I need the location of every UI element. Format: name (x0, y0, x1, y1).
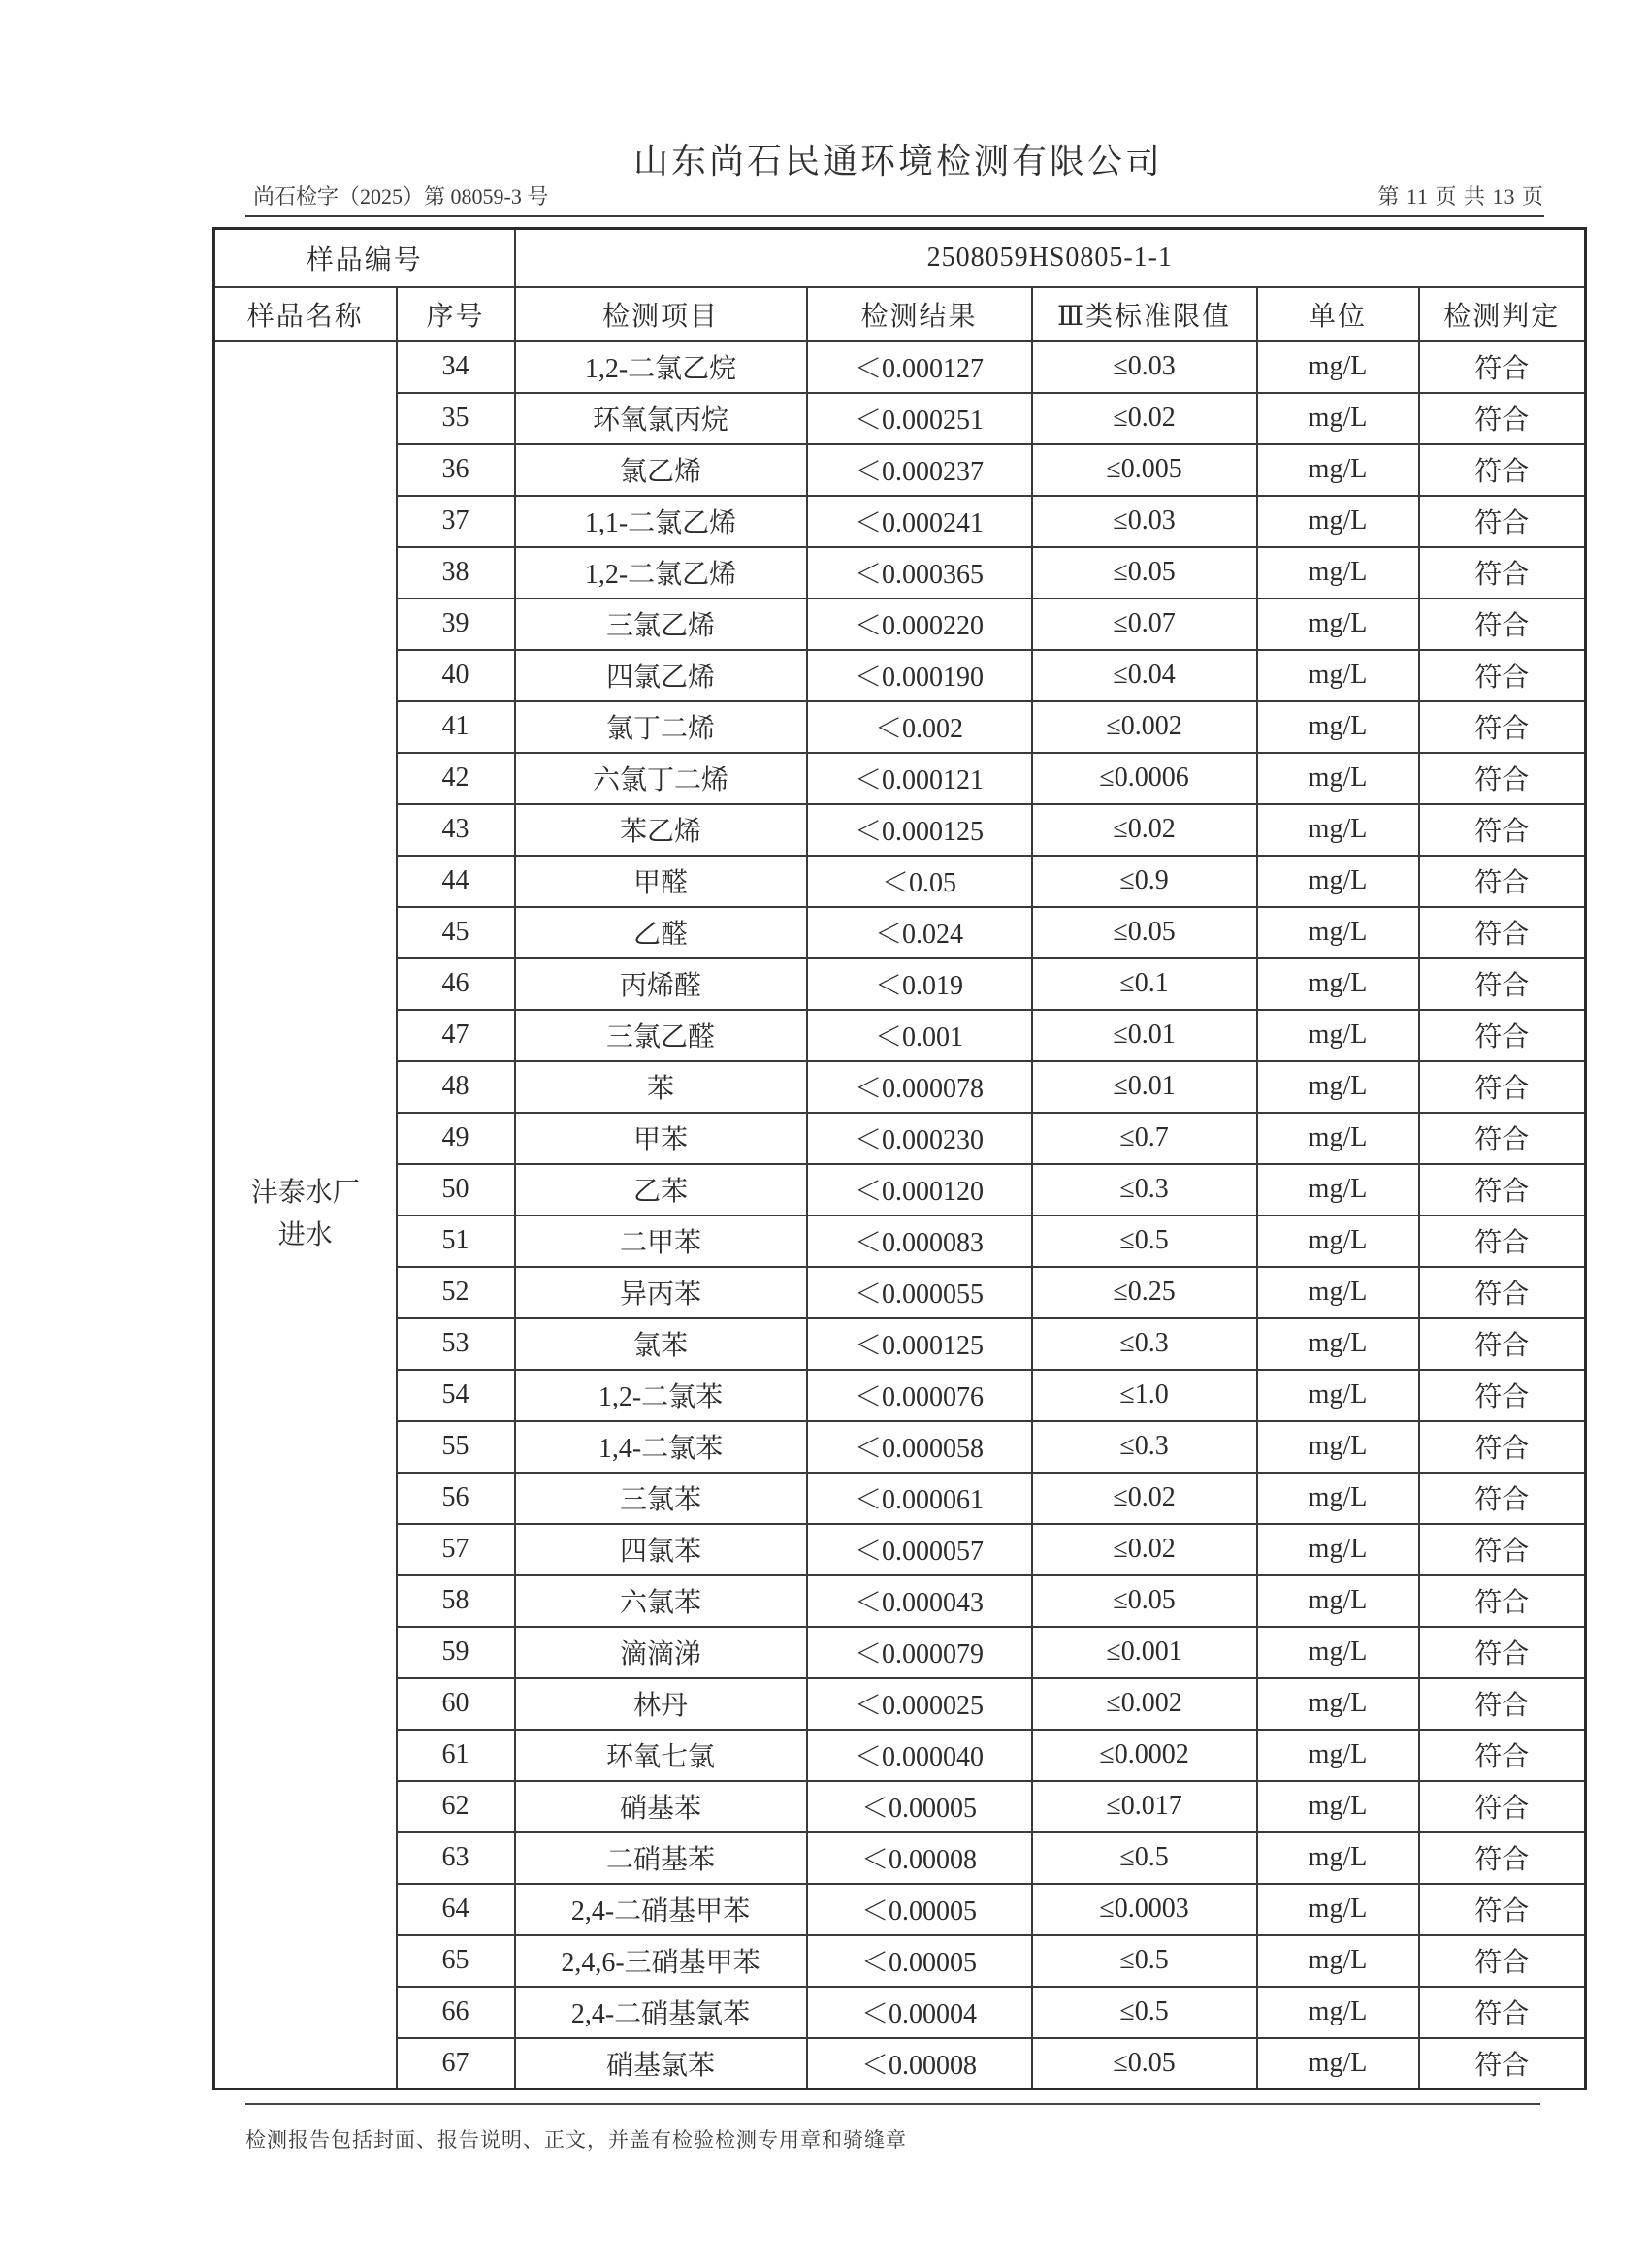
cell-item: 乙醛 (515, 907, 807, 958)
cell-verdict: 符合 (1419, 1061, 1586, 1113)
sample-number-row (214, 229, 1586, 287)
cell-item: 2,4-二硝基甲苯 (515, 1884, 807, 1935)
cell-verdict: 符合 (1419, 1987, 1586, 2038)
cell-limit: ≤0.017 (1032, 1781, 1257, 1832)
cell-unit: mg/L (1257, 444, 1419, 496)
cell-item: 环氧氯丙烷 (515, 393, 807, 444)
cell-result: ＜0.000040 (807, 1730, 1032, 1781)
cell-no: 59 (397, 1627, 515, 1678)
cell-item: 异丙苯 (515, 1267, 807, 1318)
header-result: 检测结果 (807, 287, 1032, 341)
cell-unit: mg/L (1257, 341, 1419, 393)
cell-result: ＜0.000251 (807, 393, 1032, 444)
header-divider (245, 215, 1544, 217)
cell-result: ＜0.000230 (807, 1113, 1032, 1164)
cell-item: 四氯苯 (515, 1524, 807, 1575)
table-row (214, 907, 1586, 958)
cell-unit: mg/L (1257, 547, 1419, 599)
header-limit: Ⅲ类标准限值 (1032, 287, 1257, 341)
table-row (214, 1935, 1586, 1987)
cell-result: ＜0.000241 (807, 496, 1032, 547)
cell-result: ＜0.05 (807, 856, 1032, 907)
cell-result: ＜0.000079 (807, 1627, 1032, 1678)
cell-limit: ≤0.03 (1032, 496, 1257, 547)
cell-no: 66 (397, 1987, 515, 2038)
cell-limit: ≤0.005 (1032, 444, 1257, 496)
cell-no: 61 (397, 1730, 515, 1781)
cell-verdict: 符合 (1419, 1164, 1586, 1215)
cell-limit: ≤0.3 (1032, 1421, 1257, 1473)
table-row (214, 1832, 1586, 1884)
cell-item: 1,4-二氯苯 (515, 1421, 807, 1473)
cell-no: 35 (397, 393, 515, 444)
cell-item: 丙烯醛 (515, 958, 807, 1010)
cell-no: 47 (397, 1010, 515, 1061)
cell-no: 57 (397, 1524, 515, 1575)
cell-limit: ≤0.05 (1032, 907, 1257, 958)
cell-limit: ≤0.7 (1032, 1113, 1257, 1164)
cell-unit: mg/L (1257, 650, 1419, 701)
cell-no: 62 (397, 1781, 515, 1832)
cell-unit: mg/L (1257, 1987, 1419, 2038)
cell-limit: ≤0.9 (1032, 856, 1257, 907)
table-row (214, 804, 1586, 856)
cell-no: 44 (397, 856, 515, 907)
footer-divider (245, 2103, 1540, 2105)
cell-item: 1,2-二氯苯 (515, 1370, 807, 1421)
cell-verdict: 符合 (1419, 1678, 1586, 1730)
table-row (214, 1370, 1586, 1421)
cell-limit: ≤0.01 (1032, 1061, 1257, 1113)
cell-limit: ≤0.02 (1032, 393, 1257, 444)
cell-unit: mg/L (1257, 1678, 1419, 1730)
results-table (212, 227, 1587, 2090)
cell-limit: ≤0.3 (1032, 1318, 1257, 1370)
table-row (214, 1061, 1586, 1113)
sample-number-label: 样品编号 (214, 229, 515, 287)
cell-verdict: 符合 (1419, 599, 1586, 650)
cell-limit: ≤0.04 (1032, 650, 1257, 701)
cell-verdict: 符合 (1419, 1575, 1586, 1627)
cell-no: 37 (397, 496, 515, 547)
cell-result: ＜0.000237 (807, 444, 1032, 496)
cell-verdict: 符合 (1419, 1267, 1586, 1318)
cell-unit: mg/L (1257, 753, 1419, 804)
cell-verdict: 符合 (1419, 496, 1586, 547)
cell-no: 36 (397, 444, 515, 496)
cell-no: 50 (397, 1164, 515, 1215)
cell-item: 1,2-二氯乙烯 (515, 547, 807, 599)
table-row (214, 341, 1586, 393)
table-row (214, 650, 1586, 701)
cell-unit: mg/L (1257, 599, 1419, 650)
cell-limit: ≤0.01 (1032, 1010, 1257, 1061)
table-row (214, 1267, 1586, 1318)
cell-limit: ≤0.0002 (1032, 1730, 1257, 1781)
company-title: 山东尚石民通环境检测有限公司 (632, 142, 1163, 180)
cell-verdict: 符合 (1419, 341, 1586, 393)
cell-unit: mg/L (1257, 804, 1419, 856)
cell-result: ＜0.00004 (807, 1987, 1032, 2038)
table-row (214, 1987, 1586, 2038)
cell-result: ＜0.000127 (807, 341, 1032, 393)
table-row (214, 1678, 1586, 1730)
cell-result: ＜0.000076 (807, 1370, 1032, 1421)
cell-limit: ≤0.5 (1032, 1935, 1257, 1987)
cell-no: 53 (397, 1318, 515, 1370)
cell-unit: mg/L (1257, 1061, 1419, 1113)
cell-verdict: 符合 (1419, 856, 1586, 907)
cell-verdict: 符合 (1419, 804, 1586, 856)
table-row (214, 1884, 1586, 1935)
cell-verdict: 符合 (1419, 444, 1586, 496)
cell-verdict: 符合 (1419, 1781, 1586, 1832)
cell-no: 49 (397, 1113, 515, 1164)
cell-unit: mg/L (1257, 1267, 1419, 1318)
cell-limit: ≤0.5 (1032, 1832, 1257, 1884)
header-no: 序号 (397, 287, 515, 341)
cell-result: ＜0.000121 (807, 753, 1032, 804)
cell-no: 46 (397, 958, 515, 1010)
cell-no: 67 (397, 2038, 515, 2090)
cell-unit: mg/L (1257, 1473, 1419, 1524)
cell-unit: mg/L (1257, 1935, 1419, 1987)
header-item: 检测项目 (515, 287, 807, 341)
cell-verdict: 符合 (1419, 1421, 1586, 1473)
cell-unit: mg/L (1257, 1164, 1419, 1215)
cell-item: 1,1-二氯乙烯 (515, 496, 807, 547)
cell-limit: ≤0.05 (1032, 2038, 1257, 2090)
sample-number-value: 2508059HS0805-1-1 (515, 229, 1586, 287)
cell-result: ＜0.00005 (807, 1935, 1032, 1987)
cell-verdict: 符合 (1419, 1935, 1586, 1987)
cell-verdict: 符合 (1419, 1370, 1586, 1421)
cell-limit: ≤0.0003 (1032, 1884, 1257, 1935)
cell-result: ＜0.00008 (807, 2038, 1032, 2090)
cell-limit: ≤0.25 (1032, 1267, 1257, 1318)
table-row (214, 1215, 1586, 1267)
cell-verdict: 符合 (1419, 393, 1586, 444)
cell-item: 氯苯 (515, 1318, 807, 1370)
cell-no: 60 (397, 1678, 515, 1730)
cell-verdict: 符合 (1419, 1473, 1586, 1524)
cell-unit: mg/L (1257, 958, 1419, 1010)
cell-unit: mg/L (1257, 393, 1419, 444)
table-row (214, 2038, 1586, 2090)
cell-verdict: 符合 (1419, 2038, 1586, 2090)
cell-result: ＜0.000190 (807, 650, 1032, 701)
cell-verdict: 符合 (1419, 1215, 1586, 1267)
cell-item: 三氯苯 (515, 1473, 807, 1524)
cell-no: 34 (397, 341, 515, 393)
cell-no: 56 (397, 1473, 515, 1524)
cell-result: ＜0.000125 (807, 1318, 1032, 1370)
table-row (214, 1627, 1586, 1678)
table-row (214, 547, 1586, 599)
cell-item: 滴滴涕 (515, 1627, 807, 1678)
cell-no: 63 (397, 1832, 515, 1884)
cell-limit: ≤0.5 (1032, 1215, 1257, 1267)
cell-item: 2,4,6-三硝基甲苯 (515, 1935, 807, 1987)
cell-no: 39 (397, 599, 515, 650)
cell-item: 甲醛 (515, 856, 807, 907)
cell-result: ＜0.000061 (807, 1473, 1032, 1524)
cell-unit: mg/L (1257, 1832, 1419, 1884)
cell-item: 环氧七氯 (515, 1730, 807, 1781)
cell-unit: mg/L (1257, 1781, 1419, 1832)
table-row (214, 958, 1586, 1010)
cell-unit: mg/L (1257, 1730, 1419, 1781)
cell-result: ＜0.000043 (807, 1575, 1032, 1627)
table-row (214, 1730, 1586, 1781)
cell-unit: mg/L (1257, 1575, 1419, 1627)
cell-limit: ≤0.0006 (1032, 753, 1257, 804)
cell-item: 二硝基苯 (515, 1832, 807, 1884)
cell-result: ＜0.024 (807, 907, 1032, 958)
cell-unit: mg/L (1257, 1421, 1419, 1473)
cell-limit: ≤0.002 (1032, 701, 1257, 753)
cell-no: 40 (397, 650, 515, 701)
cell-item: 氯乙烯 (515, 444, 807, 496)
cell-item: 甲苯 (515, 1113, 807, 1164)
header-sample-name: 样品名称 (214, 287, 397, 341)
sample-name-line: 进水 (277, 1220, 333, 1251)
cell-verdict: 符合 (1419, 1832, 1586, 1884)
sample-name-cell (214, 341, 397, 2090)
cell-limit: ≤0.5 (1032, 1987, 1257, 2038)
cell-result: ＜0.000057 (807, 1524, 1032, 1575)
cell-item: 乙苯 (515, 1164, 807, 1215)
cell-verdict: 符合 (1419, 1010, 1586, 1061)
cell-result: ＜0.000078 (807, 1061, 1032, 1113)
cell-item: 硝基苯 (515, 1781, 807, 1832)
cell-verdict: 符合 (1419, 650, 1586, 701)
cell-limit: ≤0.07 (1032, 599, 1257, 650)
table-row (214, 1318, 1586, 1370)
table-row (214, 444, 1586, 496)
page-info: 第 11 页 共 13 页 (1377, 184, 1544, 209)
cell-verdict: 符合 (1419, 907, 1586, 958)
cell-limit: ≤0.001 (1032, 1627, 1257, 1678)
table-row (214, 1113, 1586, 1164)
cell-result: ＜0.000125 (807, 804, 1032, 856)
cell-item: 六氯苯 (515, 1575, 807, 1627)
header-unit: 单位 (1257, 287, 1419, 341)
cell-item: 苯乙烯 (515, 804, 807, 856)
cell-no: 42 (397, 753, 515, 804)
cell-no: 55 (397, 1421, 515, 1473)
cell-no: 54 (397, 1370, 515, 1421)
cell-no: 38 (397, 547, 515, 599)
cell-verdict: 符合 (1419, 753, 1586, 804)
cell-item: 1,2-二氯乙烷 (515, 341, 807, 393)
cell-verdict: 符合 (1419, 1884, 1586, 1935)
cell-limit: ≤1.0 (1032, 1370, 1257, 1421)
table-row (214, 1524, 1586, 1575)
table-row (214, 1010, 1586, 1061)
header-verdict: 检测判定 (1419, 287, 1586, 341)
cell-unit: mg/L (1257, 1113, 1419, 1164)
table-row (214, 856, 1586, 907)
cell-unit: mg/L (1257, 496, 1419, 547)
cell-item: 二甲苯 (515, 1215, 807, 1267)
cell-no: 52 (397, 1267, 515, 1318)
sample-name-line: 沣泰水厂 (250, 1178, 360, 1209)
cell-item: 三氯乙烯 (515, 599, 807, 650)
cell-limit: ≤0.1 (1032, 958, 1257, 1010)
cell-verdict: 符合 (1419, 1730, 1586, 1781)
cell-result: ＜0.000055 (807, 1267, 1032, 1318)
cell-item: 2,4-二硝基氯苯 (515, 1987, 807, 2038)
cell-unit: mg/L (1257, 2038, 1419, 2090)
cell-no: 43 (397, 804, 515, 856)
cell-item: 林丹 (515, 1678, 807, 1730)
cell-limit: ≤0.05 (1032, 1575, 1257, 1627)
table-row (214, 1575, 1586, 1627)
table-row (214, 1164, 1586, 1215)
cell-verdict: 符合 (1419, 1524, 1586, 1575)
cell-no: 64 (397, 1884, 515, 1935)
table-row (214, 1473, 1586, 1524)
cell-limit: ≤0.05 (1032, 547, 1257, 599)
cell-unit: mg/L (1257, 1215, 1419, 1267)
footer-note: 检测报告包括封面、报告说明、正文，并盖有检验检测专用章和骑缝章 (245, 2128, 907, 2152)
cell-result: ＜0.019 (807, 958, 1032, 1010)
cell-unit: mg/L (1257, 1010, 1419, 1061)
cell-limit: ≤0.02 (1032, 1524, 1257, 1575)
cell-verdict: 符合 (1419, 958, 1586, 1010)
cell-result: ＜0.000220 (807, 599, 1032, 650)
cell-limit: ≤0.002 (1032, 1678, 1257, 1730)
cell-result: ＜0.000120 (807, 1164, 1032, 1215)
cell-result: ＜0.001 (807, 1010, 1032, 1061)
cell-result: ＜0.002 (807, 701, 1032, 753)
cell-result: ＜0.000365 (807, 547, 1032, 599)
cell-result: ＜0.00008 (807, 1832, 1032, 1884)
cell-no: 65 (397, 1935, 515, 1987)
cell-unit: mg/L (1257, 856, 1419, 907)
cell-verdict: 符合 (1419, 1627, 1586, 1678)
cell-unit: mg/L (1257, 907, 1419, 958)
cell-item: 六氯丁二烯 (515, 753, 807, 804)
table-row (214, 1781, 1586, 1832)
cell-result: ＜0.000058 (807, 1421, 1032, 1473)
report-number: 尚石检字（2025）第 08059-3 号 (253, 184, 549, 209)
cell-no: 58 (397, 1575, 515, 1627)
table-row (214, 496, 1586, 547)
cell-verdict: 符合 (1419, 1113, 1586, 1164)
cell-verdict: 符合 (1419, 701, 1586, 753)
cell-limit: ≤0.02 (1032, 1473, 1257, 1524)
cell-verdict: 符合 (1419, 547, 1586, 599)
table-row (214, 753, 1586, 804)
cell-unit: mg/L (1257, 1884, 1419, 1935)
cell-item: 四氯乙烯 (515, 650, 807, 701)
cell-result: ＜0.00005 (807, 1884, 1032, 1935)
cell-result: ＜0.000083 (807, 1215, 1032, 1267)
cell-no: 41 (397, 701, 515, 753)
cell-limit: ≤0.02 (1032, 804, 1257, 856)
cell-no: 45 (397, 907, 515, 958)
cell-result: ＜0.00005 (807, 1781, 1032, 1832)
table-row (214, 701, 1586, 753)
cell-item: 苯 (515, 1061, 807, 1113)
table-row (214, 393, 1586, 444)
cell-limit: ≤0.03 (1032, 341, 1257, 393)
table-row (214, 1421, 1586, 1473)
cell-unit: mg/L (1257, 1318, 1419, 1370)
cell-unit: mg/L (1257, 1627, 1419, 1678)
cell-unit: mg/L (1257, 701, 1419, 753)
cell-no: 51 (397, 1215, 515, 1267)
cell-item: 氯丁二烯 (515, 701, 807, 753)
cell-unit: mg/L (1257, 1524, 1419, 1575)
cell-item: 三氯乙醛 (515, 1010, 807, 1061)
cell-verdict: 符合 (1419, 1318, 1586, 1370)
cell-unit: mg/L (1257, 1370, 1419, 1421)
cell-no: 48 (397, 1061, 515, 1113)
table-row (214, 599, 1586, 650)
cell-item: 硝基氯苯 (515, 2038, 807, 2090)
cell-limit: ≤0.3 (1032, 1164, 1257, 1215)
column-header-row (214, 287, 1586, 341)
cell-result: ＜0.000025 (807, 1678, 1032, 1730)
